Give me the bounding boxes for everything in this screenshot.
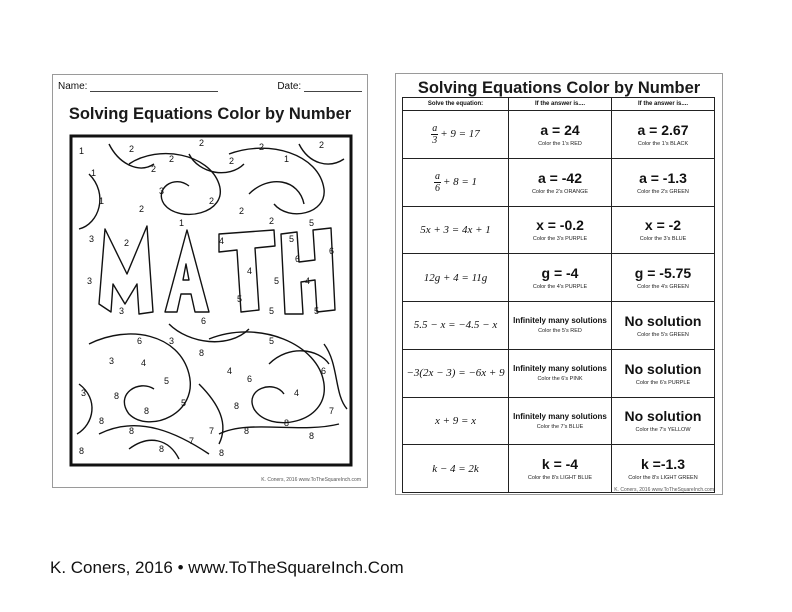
answer-cell xyxy=(509,111,612,159)
color-instruction: Color the 2's ORANGE xyxy=(531,188,589,195)
color-instruction: Color the 6's PINK xyxy=(537,376,583,383)
answer-cell xyxy=(612,349,715,397)
fraction-numerator: a xyxy=(432,122,438,134)
column-header: Solve the equation: xyxy=(403,98,509,111)
fraction-denominator: 6 xyxy=(434,182,440,194)
region-number: 3 xyxy=(81,388,87,398)
column-header: If the answer is.... xyxy=(612,98,715,111)
region-number: 4 xyxy=(294,388,300,398)
region-number: 8 xyxy=(144,406,150,416)
answer-value: No solution xyxy=(624,408,702,425)
answer-cell xyxy=(612,254,715,302)
answer-cell xyxy=(612,302,715,350)
table-header-row xyxy=(403,98,715,111)
equation-table xyxy=(402,97,715,493)
color-instruction: Color the 3's BLUE xyxy=(639,236,687,243)
color-instruction: Color the 1's BLACK xyxy=(637,140,689,147)
region-number: 2 xyxy=(269,216,275,226)
answer-cell xyxy=(509,349,612,397)
color-instruction: Color the 4's GREEN xyxy=(637,284,689,291)
answer-cell xyxy=(612,397,715,445)
date-field[interactable] xyxy=(277,81,362,92)
region-number: 5 xyxy=(274,276,280,286)
art-outlines xyxy=(77,144,347,459)
answer-value: Infinitely many solutions xyxy=(513,364,607,374)
region-number: 2 xyxy=(229,156,235,166)
answer-value: No solution xyxy=(624,312,702,329)
answer-cell xyxy=(509,254,612,302)
region-number: 8 xyxy=(99,416,105,426)
region-number: 2 xyxy=(169,154,175,164)
answer-cell xyxy=(509,206,612,254)
answer-value: a = 2.67 xyxy=(637,121,689,138)
region-number: 1 xyxy=(179,218,185,228)
region-number: 6 xyxy=(295,254,301,264)
answer-cell xyxy=(612,445,715,493)
region-number: 5 xyxy=(314,306,320,316)
region-number: 8 xyxy=(114,391,120,401)
region-number: 1 xyxy=(79,146,85,156)
region-number: 2 xyxy=(129,144,135,154)
region-number: 8 xyxy=(129,426,135,436)
region-number: 7 xyxy=(209,426,215,436)
name-label: Name: xyxy=(58,81,88,92)
region-number: 8 xyxy=(159,444,165,454)
equation-fraction xyxy=(431,123,438,146)
color-instruction: Color the 3's PURPLE xyxy=(532,236,588,243)
region-number: 6 xyxy=(201,316,207,326)
fraction-numerator: a xyxy=(434,170,440,182)
answer-sheet-title: Solving Equations Color by Number xyxy=(417,79,701,97)
color-instruction: Color the 8's LIGHT GREEN xyxy=(628,475,698,482)
answer-value: Infinitely many solutions xyxy=(513,316,607,326)
region-number: 6 xyxy=(321,366,327,376)
answer-value: k =-1.3 xyxy=(641,456,685,473)
region-number: 8 xyxy=(284,418,290,428)
region-number: 8 xyxy=(199,348,205,358)
name-field[interactable] xyxy=(58,81,218,92)
region-number: 8 xyxy=(219,448,225,458)
header-fields xyxy=(58,81,362,97)
column-header: If the answer is.... xyxy=(509,98,612,111)
color-instruction: Color the 4's PURPLE xyxy=(532,284,588,291)
date-label: Date: xyxy=(277,81,302,92)
answer-value: a = -1.3 xyxy=(639,169,687,186)
color-instruction: Color the 1's RED xyxy=(538,140,582,147)
region-number: 2 xyxy=(151,164,157,174)
region-number: 5 xyxy=(269,336,275,346)
color-instruction: Color the 2's GREEN xyxy=(637,188,689,195)
region-number: 3 xyxy=(87,276,93,286)
equation-text: + 8 = 1 xyxy=(442,175,478,188)
color-instruction: Color the 5's RED xyxy=(538,328,582,335)
equation-text: k − 4 = 2k xyxy=(432,462,479,475)
answer-value: No solution xyxy=(624,360,702,377)
name-line xyxy=(90,81,218,92)
answer-value: k = -4 xyxy=(541,456,579,473)
region-number: 7 xyxy=(329,406,335,416)
equation-cell xyxy=(403,349,509,397)
table-row xyxy=(403,254,715,302)
color-instruction: Color the 8's LIGHT BLUE xyxy=(527,475,593,482)
equation-cell xyxy=(403,206,509,254)
region-number: 4 xyxy=(305,276,311,286)
region-number: 7 xyxy=(189,436,195,446)
color-instruction: Color the 7's YELLOW xyxy=(635,427,691,434)
left-sheet-credit: K. Coners, 2016 www.ToTheSquareInch.com xyxy=(261,477,361,483)
region-number: 5 xyxy=(289,234,295,244)
table-row xyxy=(403,302,715,350)
region-number: 8 xyxy=(309,431,315,441)
region-number: 3 xyxy=(159,186,165,196)
region-number: 4 xyxy=(141,358,147,368)
coloring-worksheet xyxy=(52,74,368,488)
equation-cell xyxy=(403,111,509,159)
region-number: 1 xyxy=(284,154,290,164)
region-number: 3 xyxy=(109,356,115,366)
region-number: 6 xyxy=(247,374,253,384)
answer-cell xyxy=(509,397,612,445)
answer-value: Infinitely many solutions xyxy=(513,411,607,421)
date-line xyxy=(304,81,362,92)
region-number: 2 xyxy=(124,238,130,248)
equation-fraction xyxy=(434,171,441,194)
equation-text: x + 9 = x xyxy=(434,414,477,427)
region-number: 1 xyxy=(99,196,105,206)
answer-key-sheet xyxy=(395,73,723,495)
region-number: 3 xyxy=(89,234,95,244)
equation-text: −3(2x − 3) = −6x + 9 xyxy=(406,367,505,380)
region-number: 8 xyxy=(79,446,85,456)
answer-cell xyxy=(612,111,715,159)
region-number: 6 xyxy=(137,336,143,346)
answer-value: a = 24 xyxy=(540,121,580,138)
region-number: 1 xyxy=(91,168,97,178)
region-number: 2 xyxy=(209,196,215,206)
equation-cell xyxy=(403,158,509,206)
equation-cell xyxy=(403,302,509,350)
color-instruction: Color the 5's GREEN xyxy=(637,331,689,338)
answer-cell xyxy=(509,158,612,206)
equation-text: + 9 = 17 xyxy=(440,127,480,140)
answer-cell xyxy=(612,158,715,206)
region-number: 3 xyxy=(169,336,175,346)
region-number: 2 xyxy=(319,140,325,150)
equation-text: 12g + 4 = 11g xyxy=(423,271,488,284)
region-number: 3 xyxy=(119,306,125,316)
region-number: 5 xyxy=(164,376,170,386)
region-number: 4 xyxy=(247,266,253,276)
table-row xyxy=(403,111,715,159)
equation-text: 5x + 3 = 4x + 1 xyxy=(420,223,491,236)
color-instruction: Color the 6's PURPLE xyxy=(635,379,691,386)
equation-cell xyxy=(403,445,509,493)
right-sheet-credit: K. Coners, 2016 www.ToTheSquareInch.com xyxy=(614,487,714,493)
answer-cell xyxy=(509,445,612,493)
answer-value: a = -42 xyxy=(538,169,582,186)
answer-cell xyxy=(612,206,715,254)
region-number: 5 xyxy=(269,306,275,316)
fraction-denominator: 3 xyxy=(432,134,438,146)
region-number: 2 xyxy=(259,142,265,152)
table-row xyxy=(403,397,715,445)
table-row xyxy=(403,445,715,493)
color-instruction: Color the 7's BLUE xyxy=(536,423,584,430)
region-number-labels xyxy=(79,138,334,458)
region-number: 6 xyxy=(329,246,335,256)
equation-cell xyxy=(403,254,509,302)
region-number: 5 xyxy=(309,218,315,228)
footer-credit: K. Coners, 2016 • www.ToTheSquareInch.Com xyxy=(50,558,404,577)
equation-text: 5.5 − x = −4.5 − x xyxy=(413,319,498,332)
answer-value: g = -5.75 xyxy=(634,265,692,282)
table-row xyxy=(403,206,715,254)
table-row xyxy=(403,158,715,206)
region-number: 8 xyxy=(234,401,240,411)
table-row xyxy=(403,349,715,397)
letter-a xyxy=(165,230,209,312)
answer-value: x = -0.2 xyxy=(536,217,584,234)
worksheet-title: Solving Equations Color by Number xyxy=(68,105,352,123)
region-number: 5 xyxy=(237,294,243,304)
region-number: 2 xyxy=(139,204,145,214)
answer-value: x = -2 xyxy=(644,217,682,234)
answer-cell xyxy=(509,302,612,350)
region-number: 2 xyxy=(199,138,205,148)
equation-cell xyxy=(403,397,509,445)
region-number: 4 xyxy=(219,236,225,246)
region-number: 2 xyxy=(239,206,245,216)
color-by-number-artwork xyxy=(69,134,353,467)
region-number: 8 xyxy=(244,426,250,436)
answer-value: g = -4 xyxy=(541,265,579,282)
region-number: 5 xyxy=(181,398,187,408)
region-number: 4 xyxy=(227,366,233,376)
